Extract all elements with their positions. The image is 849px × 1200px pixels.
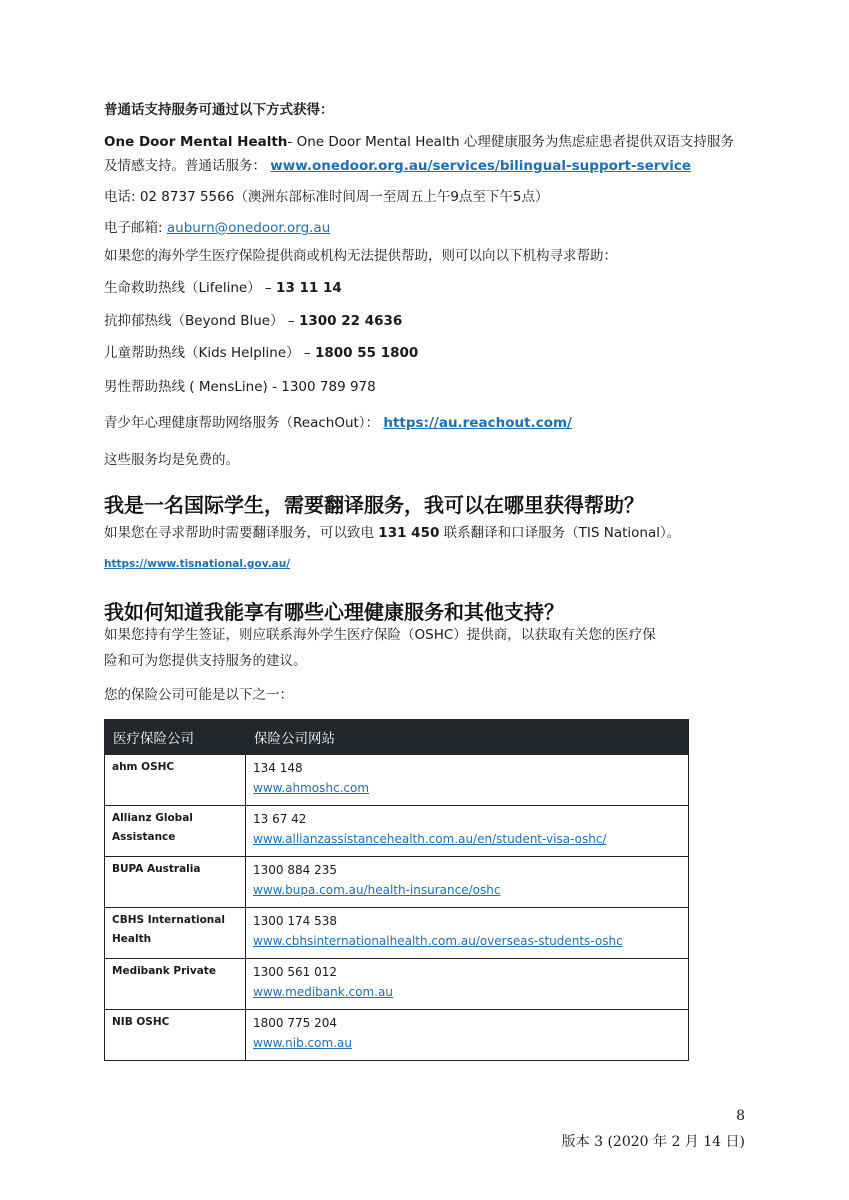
tis-link[interactable]: https://www.tisnational.gov.au/ <box>104 558 291 570</box>
beyondblue-number: 1300 22 4636 <box>298 313 403 329</box>
insurer-website-link[interactable]: www.allianzassistancehealth.com.au/en/student-visa-oshc/ <box>253 832 607 846</box>
insurer-name-line-1: ahm OSHC <box>112 761 175 773</box>
onedoor-link[interactable]: www.onedoor.org.au/services/bilingual-support-service <box>270 158 692 174</box>
insurer-website-link[interactable]: www.bupa.com.au/health-insurance/oshc <box>253 883 501 897</box>
header-insurer: 医疗保险公司 <box>105 720 246 755</box>
insurer-name <box>105 959 246 1010</box>
reachout-link[interactable]: https://au.reachout.com/ <box>383 415 572 431</box>
support-paragraph-2: 险和可为您提供支持服务的建议。 <box>104 653 307 669</box>
email-label: 电子邮箱: <box>104 220 163 236</box>
table-row <box>105 1010 689 1061</box>
services-free-text: 这些服务均是免费的。 <box>104 452 239 468</box>
translation-heading: 我是一名国际学生，需要翻译服务，我可以在哪里获得帮助？ <box>104 493 644 517</box>
insurer-contact <box>246 1010 689 1061</box>
insurer-phone: 1300 561 012 <box>253 965 337 979</box>
mandarin-support-intro: 普通话支持服务可通过以下方式获得： <box>104 102 334 118</box>
insurer-name <box>105 806 246 857</box>
translation-text <box>104 524 680 542</box>
version-footer: 版本 3 (2020 年 2 月 14 日) <box>561 1134 745 1150</box>
insurer-phone: 1800 775 204 <box>253 1016 337 1030</box>
insurer-name-line-1: BUPA Australia <box>112 863 201 875</box>
table-row <box>105 806 689 857</box>
beyondblue-line <box>104 312 402 330</box>
insurer-website-link[interactable]: www.cbhsinternationalhealth.com.au/overseas-students-oshc <box>253 934 623 948</box>
onedoor-phone: 电话: 02 8737 5566（澳洲东部标准时间周一至周五上午9点至下午5点） <box>104 189 549 205</box>
onedoor-title: One Door Mental Health <box>104 134 288 150</box>
insurer-phone: 134 148 <box>253 761 303 775</box>
reachout-label: 青少年心理健康帮助网络服务（ReachOut）： <box>104 415 380 431</box>
insurer-name <box>105 1010 246 1061</box>
insurer-website-link[interactable]: www.nib.com.au <box>253 1036 352 1050</box>
table-row <box>105 857 689 908</box>
kids-helpline-number: 1800 55 1800 <box>314 345 419 361</box>
table-row <box>105 959 689 1010</box>
insurer-contact <box>246 755 689 806</box>
insurer-table <box>104 719 689 1061</box>
insurer-name-line-1: NIB OSHC <box>112 1016 170 1028</box>
insurer-website-link[interactable]: www.medibank.com.au <box>253 985 393 999</box>
insurer-contact <box>246 908 689 959</box>
fallback-text: 如果您的海外学生医疗保险提供商或机构无法提供帮助，则可以向以下机构寻求帮助： <box>104 248 617 264</box>
lifeline-line <box>104 279 342 297</box>
page-number: 8 <box>736 1108 745 1124</box>
insurer-name-line-2: Assistance <box>112 831 176 843</box>
insurer-intro: 您的保险公司可能是以下之一： <box>104 687 293 703</box>
kids-helpline-line <box>104 344 418 362</box>
insurer-name <box>105 908 246 959</box>
onedoor-line-2 <box>104 157 691 175</box>
lifeline-label: 生命救助热线（Lifeline） – <box>104 280 272 296</box>
onedoor-description: - One Door Mental Health 心理健康服务为焦虑症患者提供双语支持服务 <box>287 134 734 150</box>
insurer-name-line-1: CBHS International <box>112 914 225 926</box>
insurer-name <box>105 755 246 806</box>
reachout-line <box>104 414 572 432</box>
insurer-name <box>105 857 246 908</box>
table-header-row <box>105 720 689 755</box>
header-website: 保险公司网站 <box>246 720 689 755</box>
insurer-name-line-1: Allianz Global <box>112 812 193 824</box>
insurer-phone: 1300 884 235 <box>253 863 337 877</box>
table-row <box>105 908 689 959</box>
insurer-phone: 13 67 42 <box>253 812 307 826</box>
insurer-contact <box>246 806 689 857</box>
insurer-contact <box>246 959 689 1010</box>
mensline-line: 男性帮助热线 ( MensLine) - 1300 789 978 <box>104 379 376 395</box>
insurer-website-link[interactable]: www.ahmoshc.com <box>253 781 370 795</box>
tis-number: 131 450 <box>378 525 440 541</box>
table-row <box>105 755 689 806</box>
onedoor-description-2: 及情感支持。普通话服务： <box>104 158 266 174</box>
beyondblue-label: 抗抑郁热线（Beyond Blue） – <box>104 313 295 329</box>
insurer-phone: 1300 174 538 <box>253 914 337 928</box>
email-link[interactable]: auburn@onedoor.org.au <box>166 220 331 236</box>
kids-helpline-label: 儿童帮助热线（Kids Helpline） – <box>104 345 311 361</box>
insurer-name-line-2: Health <box>112 933 152 945</box>
support-paragraph-1: 如果您持有学生签证，则应联系海外学生医疗保险（OSHC）提供商，以获取有关您的医疗保 <box>104 627 656 643</box>
support-heading: 我如何知道我能享有哪些心理健康服务和其他支持？ <box>104 600 564 624</box>
insurer-contact <box>246 857 689 908</box>
translation-text-b: 联系翻译和口译服务（TIS National）。 <box>443 525 681 541</box>
onedoor-line <box>104 133 734 151</box>
email-line <box>104 219 330 237</box>
lifeline-number: 13 11 14 <box>276 280 342 296</box>
insurer-name-line-1: Medibank Private <box>112 965 216 977</box>
translation-text-a: 如果您在寻求帮助时需要翻译服务，可以致电 <box>104 525 374 541</box>
